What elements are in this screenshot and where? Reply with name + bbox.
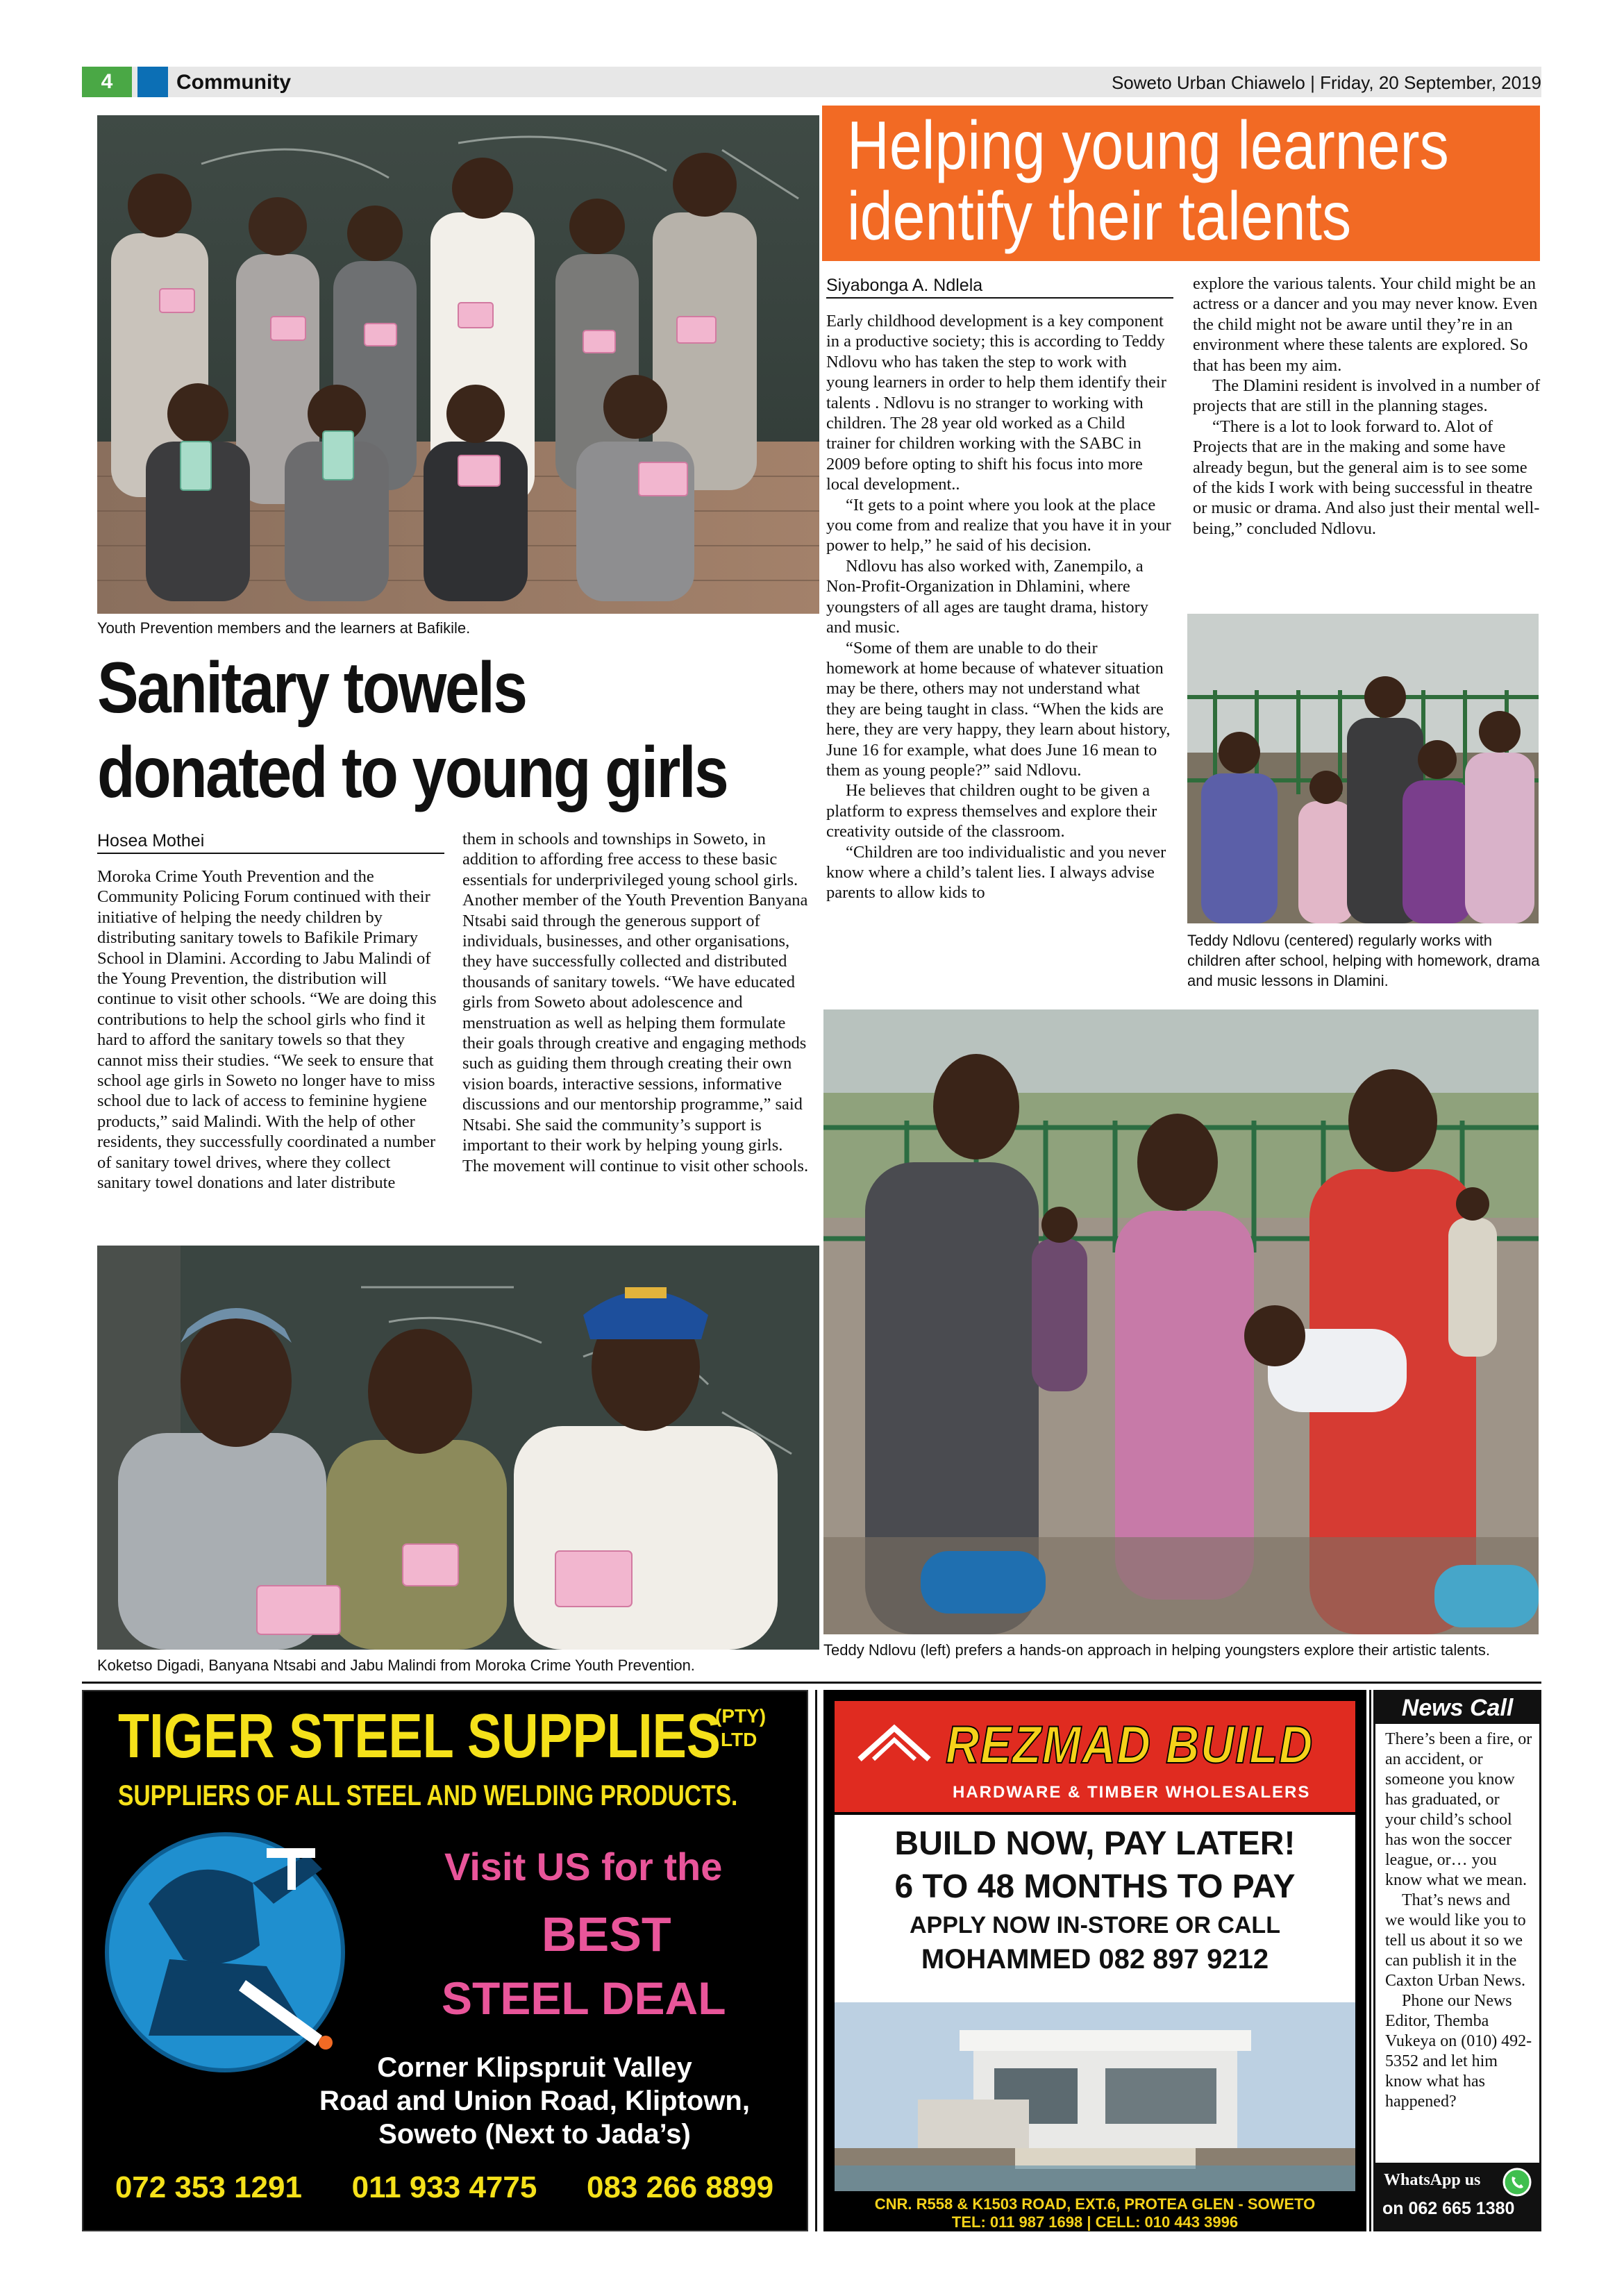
rezmad-line-3: APPLY NOW IN-STORE OR CALL — [910, 1912, 1280, 1938]
rezmad-line-2: 6 TO 48 MONTHS TO PAY — [894, 1868, 1296, 1905]
whatsapp-icon — [1502, 2167, 1532, 2197]
article1-column-2 — [462, 829, 810, 1176]
tiger-tagline: SUPPLIERS OF ALL STEEL AND WELDING PRODUCTS. — [118, 1779, 738, 1811]
article2-col2-para-3: “There is a lot to look forward to. Alot of Projects that are in the making and some have already begun, but the general aim is to see some of the kids I work with being successful in theatre or music or drama. And also just their mental well-being,” concluded Ndlovu. — [1193, 417, 1540, 538]
photo2-caption: Koketso Digadi, Banyana Ntsabi and Jabu Malindi from Moroka Crime Youth Prevention. — [97, 1657, 695, 1674]
article1-col2-text: them in schools and townships in Soweto, in addition to affording free access to these basic essentials for underprivileged young school girls. Another member of the Youth Prevention Banyana Ntsabi said through the generous support of individuals, businesses, and other organisations, they have successfully collected and distributed thousands of sanitary towels. “We have educated girls from Soweto about adolescence and menstruation as well as helping them formulate their goals through creative and engaging methods such as guiding them through creating their own vision boards, interactive sessions, informative discussions and our mentorship programme,” said Ntsabi. She said the community’s support is important to their work by helping young girls. The movement will continue to visit other schools. — [462, 830, 809, 1175]
rezmad-tel[interactable]: TEL: 011 987 1698 | CELL: 010 443 3996 — [951, 2213, 1239, 2231]
page-number: 4 — [82, 67, 132, 97]
news-call-body — [1385, 1729, 1532, 2112]
ad-divider-1 — [815, 1690, 817, 2231]
whatsapp-strip[interactable] — [1375, 2163, 1539, 2229]
article2-column-2 — [1193, 274, 1541, 539]
article2-col1-para-6: “Children are too individualistic and you never know where a child’s talent lies. I always advise parents to allow kids to — [826, 842, 1166, 903]
tiger-address — [271, 2051, 798, 2151]
tiger-phone-3[interactable]: 083 266 8899 — [586, 2170, 774, 2204]
rezmad-header — [835, 1701, 1355, 1812]
article2-col1-para-4: “Some of them are unable to do their homework at home because of whatever situation may be there, others may not understand what they are being taught in class. “When the kids are here, they are very happy, they learn about history, June 16 for example, what does June 16 mean to them as young people?” said Ndlovu. — [826, 638, 1171, 780]
headline-sanitary-towels — [97, 646, 728, 815]
headline-line-1: Sanitary towels — [97, 648, 526, 728]
news-call-box — [1373, 1690, 1541, 2231]
byline-article1: Hosea Mothei — [97, 829, 444, 854]
tiger-name: TIGER STEEL SUPPLIES — [118, 1702, 721, 1771]
tiger-promo-1: Visit US for the — [444, 1845, 723, 1888]
ads-divider — [82, 1682, 1541, 1684]
photo1-caption: Youth Prevention members and the learners at Bafikile. — [97, 619, 471, 637]
rezmad-house-photo — [835, 2002, 1355, 2191]
tiger-ltd: LTD — [721, 1729, 757, 1750]
tiger-phones — [90, 2170, 798, 2205]
ad-tiger-steel[interactable] — [82, 1690, 808, 2231]
welder-logo-icon — [86, 1807, 364, 2084]
headline2-line-2: identify their talents — [847, 178, 1352, 254]
news-call-para-3: Phone our News Editor, Themba Vukeya on (010) 492-5352 and let him know what has happened? — [1385, 1992, 1532, 2111]
tiger-phone-1[interactable]: 072 353 1291 — [115, 2170, 302, 2204]
photo-three-youth-members — [97, 1246, 819, 1650]
tiger-promo-3: STEEL DEAL — [442, 1972, 726, 2024]
news-call-para-1: There’s been a fire, or an accident, or someone you know has graduated, or your child’s school has won the soccer league, or… you know what we mean. — [1385, 1730, 1532, 1889]
article2-col1-para-1: Early childhood development is a key component in a productive society; this is according to Teddy Ndlovu who has taken the step to work with young learners in order to help them identify their talents . Ndlovu is no stranger to working with children. The 28 year old worked as a Child trainer for children working with the SABC in 2009 before opting to shift his focus into more local development.. — [826, 312, 1166, 494]
article2-column-1 — [826, 311, 1173, 903]
article1-column-1 — [97, 866, 442, 1193]
headline-helping-young-learners — [847, 107, 1449, 254]
tiger-address-1: Corner Klipspruit Valley — [377, 2052, 692, 2083]
article2-col1-para-3: Ndlovu has also worked with, Zanempilo, a Non-Profit-Organization in Dhlamini, where youngsters of all ages are taught drama, history and music. — [826, 556, 1149, 637]
headline-line-2: donated to young girls — [97, 732, 728, 813]
photo-teddy-hands-on — [823, 1009, 1539, 1634]
house-logo-icon — [853, 1718, 936, 1773]
rezmad-offer-panel — [835, 1815, 1355, 2002]
photo-teddy-with-children — [1187, 614, 1539, 923]
article2-col1-para-5: He believes that children ought to be given a platform to express themselves and explore their creativity outside of the classroom. — [826, 781, 1157, 841]
tiger-pty: (PTY) — [715, 1705, 767, 1727]
tiger-promo-2: BEST — [542, 1907, 671, 1961]
ad-divider-2 — [1369, 1690, 1371, 2231]
rezmad-line-1: BUILD NOW, PAY LATER! — [894, 1825, 1296, 1862]
article2-col2-para-2: The Dlamini resident is involved in a number of projects that are still in the planning stages. — [1193, 376, 1541, 416]
tiger-address-3: Soweto (Next to Jada’s) — [378, 2119, 691, 2150]
byline-article2: Siyabonga A. Ndlela — [826, 274, 1173, 299]
rezmad-subtitle: HARDWARE & TIMBER WHOLESALERS — [953, 1783, 1311, 1802]
tiger-phone-2[interactable]: 011 933 4775 — [351, 2170, 537, 2204]
section-title: Community — [176, 71, 291, 94]
rezmad-address: CNR. R558 & K1503 ROAD, EXT.6, PROTEA GLEN - SOWETO — [874, 2195, 1316, 2213]
rezmad-name: REZMAD BUILD — [946, 1716, 1314, 1775]
section-marker — [137, 67, 168, 97]
ad-rezmad-build[interactable] — [823, 1690, 1366, 2231]
article2-col2-para-1: explore the various talents. Your child might be an actress or a dancer and you may never know. Even the child might not be aware until they’re in an environment where these talents are explored. So that has been my aim. — [1193, 274, 1538, 375]
article1-col1-text: Moroka Crime Youth Prevention and the Community Policing Forum continued with their initiative of helping the needy children by distributing sanitary towels to Bafikile Primary School in Dlamini. According to Jabu Malindi of the Young Prevention, the distribution will continue to visit other schools. “We are doing this contributions to help the school girls who find it hard to afford the sanitary towels so that they cannot miss their studies. “We seek to ensure that school age girls in Soweto no longer have to miss school due to lack of access to feminine hygiene products,” said Malindi. With the help of other residents, they successfully coordinated a number of sanitary towel drives, where they collect sanitary towel donations and later distribute — [97, 867, 437, 1193]
photo4-caption: Teddy Ndlovu (left) prefers a hands-on approach in helping youngsters explore their artistic talents. — [823, 1641, 1490, 1659]
tiger-address-2: Road and Union Road, Kliptown, — [319, 2086, 750, 2116]
photo-youth-prevention-group — [97, 115, 819, 614]
publication-info: Soweto Urban Chiawelo | Friday, 20 September, 2019 — [1111, 72, 1541, 93]
news-call-para-2: That’s news and we would like you to tell us about it so we can publish it in the Caxton Urban News. — [1385, 1891, 1526, 1990]
article2-col1-para-2: “It gets to a point where you look at the place you come from and realize that you have it in your power to help,” he said of his decision. — [826, 495, 1171, 555]
photo3-caption: Teddy Ndlovu (centered) regularly works with children after school, helping with homework, drama and music lessons in Dlamini. — [1187, 932, 1540, 989]
whatsapp-number[interactable]: on 062 665 1380 — [1382, 2199, 1515, 2218]
headline2-line-1: Helping young learners — [847, 107, 1449, 183]
news-call-title: News Call — [1375, 1692, 1539, 1724]
whatsapp-label: WhatsApp us — [1384, 2171, 1481, 2189]
rezmad-line-4[interactable]: MOHAMMED 082 897 9212 — [921, 1944, 1269, 1975]
